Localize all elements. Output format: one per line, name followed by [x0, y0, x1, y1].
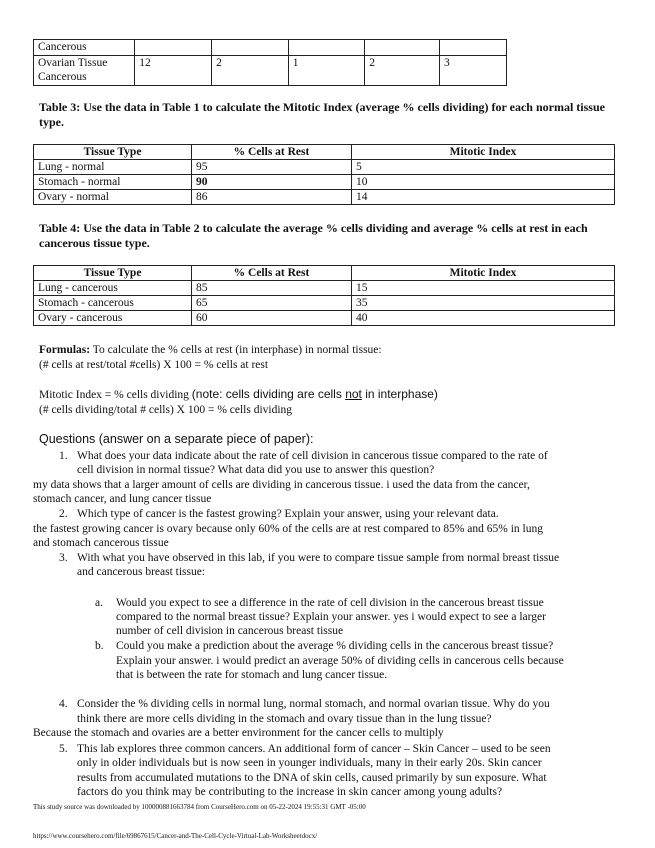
q3b-number: b. — [95, 640, 104, 652]
answer1-line2: stomach cancer, and lung cancer tissue — [33, 493, 212, 505]
table-top — [33, 39, 507, 86]
table-row — [34, 296, 615, 311]
table-cell: Ovary - normal — [34, 190, 192, 205]
table-cell: 2 — [365, 56, 440, 86]
mitotic-index-text: Mitotic Index = % cells dividing — [39, 389, 192, 401]
mitotic-note-not: not — [345, 387, 362, 401]
q3a-line3: number of cell division in cancerous breast tissue — [116, 625, 344, 637]
table-cell: Lung - cancerous — [34, 281, 192, 296]
table-header-row — [34, 266, 615, 281]
table-row — [34, 56, 507, 86]
formulas-text: To calculate the % cells at rest (in interphase) in normal tissue: — [90, 344, 382, 356]
table-cell: 15 — [352, 281, 615, 296]
table-row — [34, 40, 507, 56]
table-cell: 12 — [135, 56, 212, 86]
answer4-line1: Because the stomach and ovaries are a better environment for the cancer cells to multiply — [33, 727, 444, 739]
table-cell — [365, 40, 440, 56]
table-cell: Ovary - cancerous — [34, 311, 192, 326]
q3b-line1: Could you make a prediction about the average % dividing cells in the cancerous breast tissue? — [116, 640, 554, 652]
mitotic-note-b: in interphase) — [361, 387, 438, 401]
questions-heading: Questions (answer on a separate piece of paper): — [39, 432, 314, 446]
table-header: % Cells at Rest — [192, 266, 352, 281]
q3a-number: a. — [95, 597, 103, 609]
table-cell: 1 — [288, 56, 365, 86]
mitotic-index-line — [39, 387, 629, 402]
q5-line1: This lab explores three common cancers. An additional form of cancer – Skin Cancer – used to be seen — [77, 743, 551, 755]
table-cell: 14 — [352, 190, 615, 205]
table-cell: Ovarian Tissue Cancerous — [34, 56, 135, 86]
answer2-line2: and stomach cancerous tissue — [33, 537, 169, 549]
table-header: Tissue Type — [34, 266, 192, 281]
q4-number: 4. — [59, 698, 68, 710]
table-cell: 2 — [212, 56, 289, 86]
table-cell: Stomach - cancerous — [34, 296, 192, 311]
table-cell: 35 — [352, 296, 615, 311]
table-header: Mitotic Index — [352, 266, 615, 281]
table-row — [34, 281, 615, 296]
table-row — [34, 175, 615, 190]
q1-line2: cell division in normal tissue? What data did you use to answer this question? — [77, 464, 435, 476]
q5-number: 5. — [59, 743, 68, 755]
table-cell: 95 — [192, 160, 352, 175]
table-cell: 60 — [192, 311, 352, 326]
table-cell: Stomach - normal — [34, 175, 192, 190]
q2-number: 2. — [59, 508, 68, 520]
table-cell: 90 — [192, 175, 352, 190]
table4-caption: Table 4: Use the data in Table 2 to calculate the average % cells dividing and average % cells at rest in each cancerous tissue type. — [39, 221, 588, 250]
q1-line1: What does your data indicate about the rate of cell division in cancerous tissue compared to the rate of — [77, 450, 548, 462]
formulas-line1 — [39, 343, 619, 357]
table-cell: Lung - normal — [34, 160, 192, 175]
q3-number: 3. — [59, 552, 68, 564]
table-row — [34, 311, 615, 326]
answer1-line1: my data shows that a larger amount of cells are dividing in cancerous tissue. i used the data from the cancer, — [33, 479, 530, 491]
q3-line2: and cancerous breast tissue: — [77, 566, 206, 578]
q5-line2: only in older individuals but is now seen in younger individuals, many in their early 20s. Skin cancer — [77, 757, 542, 769]
table-cell — [288, 40, 365, 56]
table-header-row — [34, 145, 615, 160]
download-note: This study source was downloaded by 100000881663784 from CourseHero.com on 05-22-2024 19:55:31 GMT -05:00 — [33, 803, 366, 811]
formulas-label: Formulas: — [39, 344, 91, 356]
table-cell: 40 — [352, 311, 615, 326]
table3 — [33, 144, 615, 205]
q3a-line2: compared to the normal breast tissue? Explain your answer. yes i would expect to see a larger — [116, 611, 546, 623]
source-url[interactable]: https://www.coursehero.com/file/69867615/Cancer-and-The-Cell-Cycle-Virtual-Lab-Worksheetdocx/ — [33, 832, 318, 840]
table-cell — [212, 40, 289, 56]
table4 — [33, 265, 615, 326]
q5-line4: factors do you think may be contributing to the increase in skin cancer among young adults? — [77, 786, 503, 798]
formulas-line4: (# cells dividing/total # cells) X 100 = % cells dividing — [39, 404, 293, 416]
q4-line2: think there are more cells dividing in the stomach and ovary tissue than in the lung tissue? — [77, 713, 492, 725]
table-cell: 85 — [192, 281, 352, 296]
q1-number: 1. — [59, 450, 68, 462]
table-cell: Cancerous — [34, 40, 135, 56]
q3-line1: With what you have observed in this lab, if you were to compare tissue sample from normal breast tissue — [77, 552, 560, 564]
q3a-line1: Would you expect to see a difference in the rate of cell division in the cancerous breast tissue — [116, 597, 544, 609]
table-cell: 5 — [352, 160, 615, 175]
q4-line1: Consider the % dividing cells in normal lung, normal stomach, and normal ovarian tissue. Why do you — [77, 698, 550, 710]
table-cell: 3 — [439, 56, 506, 86]
table-row — [34, 160, 615, 175]
q5-line3: results from accumulated mutations to the DNA of skin cells, caused primarily by sun exposure. What — [77, 772, 547, 784]
table-cell — [135, 40, 212, 56]
table-cell — [439, 40, 506, 56]
mitotic-note-a: (note: cells dividing are cells — [191, 387, 346, 401]
table-cell: 10 — [352, 175, 615, 190]
mitotic-note — [192, 387, 438, 401]
table-cell: 65 — [192, 296, 352, 311]
q3b-line2: Explain your answer. i would predict an average 50% of dividing cells in cancerous cells because — [116, 655, 564, 667]
table-row — [34, 190, 615, 205]
table-header: Mitotic Index — [352, 145, 615, 160]
answer2-line1: the fastest growing cancer is ovary because only 60% of the cells are at rest compared to 85% and 65% in lung — [33, 523, 543, 535]
formulas-line2: (# cells at rest/total #cells) X 100 = % cells at rest — [39, 359, 269, 371]
table-cell: 86 — [192, 190, 352, 205]
table3-caption: Table 3: Use the data in Table 1 to calculate the Mitotic Index (average % cells dividing) for each normal tissue type. — [39, 100, 605, 129]
q2-line1: Which type of cancer is the fastest growing? Explain your answer, using your relevant data. — [77, 508, 499, 520]
table-header: % Cells at Rest — [192, 145, 352, 160]
table-header: Tissue Type — [34, 145, 192, 160]
q3b-line3: that is between the rate for stomach and lung cancer tissue. — [116, 669, 388, 681]
